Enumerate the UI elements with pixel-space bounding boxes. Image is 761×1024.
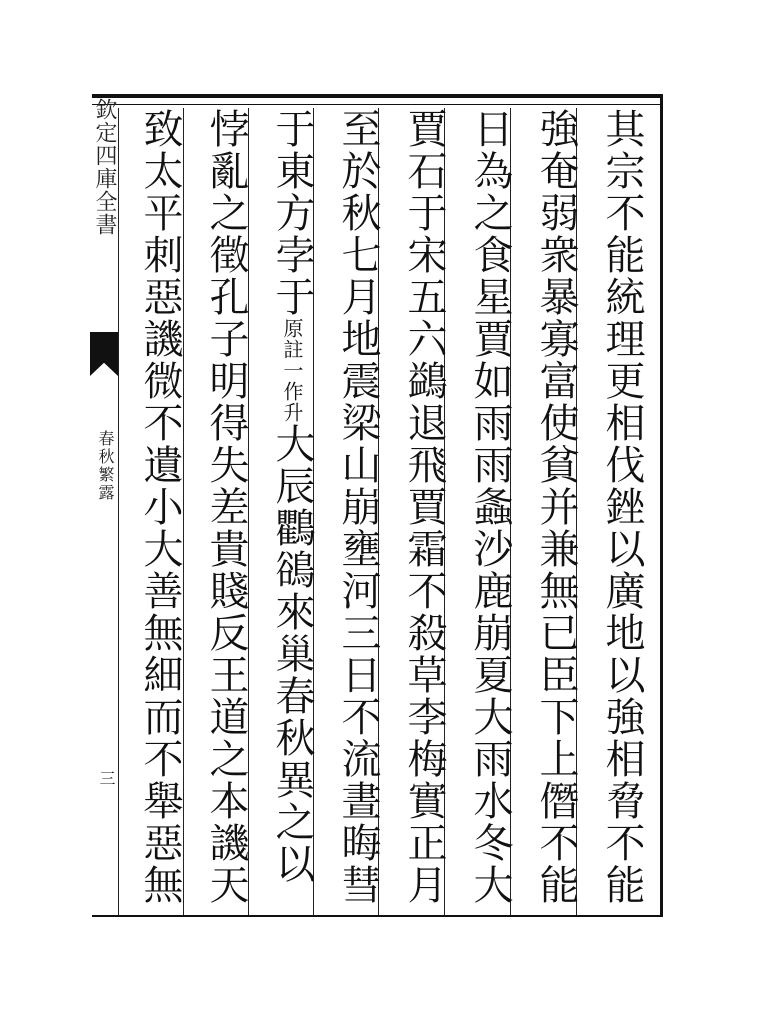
page-number: 三 <box>97 770 116 786</box>
text-column-8: 致太平刺惡譏微不遺小大善無細而不舉惡無 <box>137 108 183 906</box>
right-frame-border <box>660 94 663 917</box>
text-column-6-after: 大辰鸜鵒來巢春秋異之以 <box>269 423 315 885</box>
text-column-7: 悖亂之徵孔子明得失差貴賤反王道之本譏天 <box>203 108 249 906</box>
text-column-1: 其宗不能統理更相伐銼以廣地以強相脅不能 <box>599 108 645 906</box>
text-column-4: 賈石于宋五六鷁退飛賈霜不殺草李梅實正月 <box>401 108 447 906</box>
collection-title: 欽定四庫全書 <box>92 98 117 236</box>
column-divider <box>118 108 119 915</box>
bottom-frame-border <box>92 915 662 917</box>
text-column-2: 強奄弱衆暴寡富使貧并兼無已臣下上僭不能 <box>533 108 579 906</box>
text-column-3: 日為之食星賈如雨雨螽沙鹿崩夏大雨水冬大 <box>467 108 513 906</box>
text-column-5-body: 至於秋七月地震梁山崩壅河三日不流晝晦彗 <box>335 108 381 906</box>
text-column-6-before: 于東方孛于 <box>269 108 315 318</box>
text-column-6 <box>260 108 324 913</box>
book-title: 春秋繁露 <box>96 430 115 502</box>
text-column-5 <box>326 108 390 913</box>
annotation-note: 原註一作升 <box>280 318 304 423</box>
top-frame-border <box>92 94 662 105</box>
